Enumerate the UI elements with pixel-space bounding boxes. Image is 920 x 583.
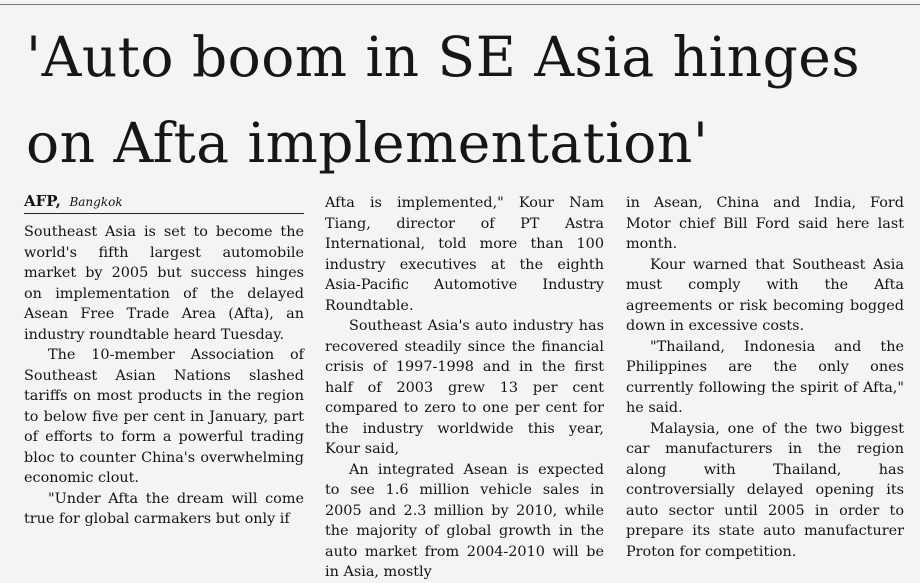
- article-column-3: [626, 193, 904, 562]
- paragraph: "Thailand, Indonesia and the Philippines are the only ones currently following the spirit of Afta," he said.: [626, 338, 904, 416]
- byline: [24, 191, 304, 214]
- paragraph: in Asean, China and India, Ford Motor chief Bill Ford said here last month.: [626, 195, 904, 252]
- paragraph: Southeast Asia is set to become the world's fifth largest automobile market by 2005 but success hinges on implementation of the delayed Asean Free Trade Area (Afta), an industry roundtable heard Tuesday.: [24, 224, 304, 343]
- paragraph: Afta is implemented," Kour Nam Tiang, director of PT Astra International, told more than 100 industry executives at the eighth Asia-Pacific Automotive Industry Roundtable.: [325, 195, 604, 314]
- paragraph: Kour warned that Southeast Asia must comply with the Afta agreements or risk becoming bogged down in excessive costs.: [626, 256, 904, 334]
- paragraph: An integrated Asean is expected to see 1.6 million vehicle sales in 2005 and 2.3 million by 2010, while the majority of global growth in the auto market from 2004-2010 will be in Asia, mostly: [325, 461, 604, 580]
- article-column-2: [325, 193, 604, 583]
- paragraph: The 10-member Association of Southeast Asian Nations slashed tariffs on most products in the region to below five per cent in January, part of efforts to form a powerful trading bloc to counter China's overwhelming economic clout.: [24, 347, 304, 486]
- article-column-1: [24, 191, 304, 530]
- paragraph: Southeast Asia's auto industry has recovered steadily since the financial crisis of 1997-1998 and in the first half of 2003 grew 13 per cent compared to zero to one per cent for the industry worldwide this year, Kour said,: [325, 318, 604, 457]
- byline-location: Bangkok: [69, 195, 123, 209]
- byline-agency: AFP,: [24, 192, 61, 210]
- headline-line-1: 'Auto boom in SE Asia hinges: [26, 25, 861, 89]
- headline: [26, 14, 916, 186]
- paragraph: Malaysia, one of the two biggest car manufacturers in the region along with Thailand, has controversially delayed opening its auto sector until 2005 in order to prepare its state auto manufacturer Proton for competition.: [626, 420, 904, 560]
- headline-line-2: on Afta implementation': [26, 111, 709, 175]
- paragraph: "Under Afta the dream will come true for global carmakers but only if: [24, 490, 304, 527]
- top-rule: [0, 4, 920, 5]
